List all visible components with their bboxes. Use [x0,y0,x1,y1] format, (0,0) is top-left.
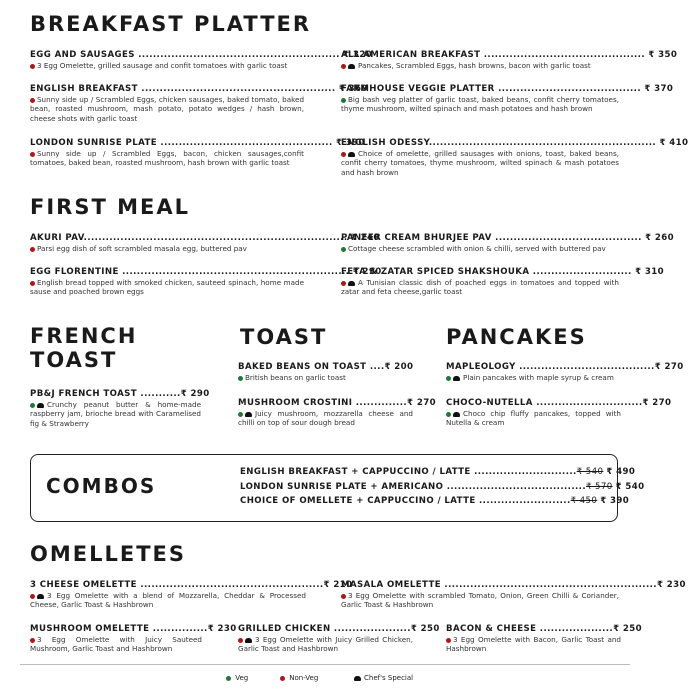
combo-price: ₹ 540 [615,482,645,492]
section-title-pancakes: PANCAKES [446,325,587,349]
menu-item [30,580,353,610]
veg-icon [341,98,346,103]
nonveg-icon [30,594,35,599]
item-name-price: EGG FLORENTINE .............................................................. ₹ 290 [30,267,382,277]
item-name-price: MUSHROOM OMELETTE ...............₹ 230 [30,624,237,634]
menu-item [446,398,672,428]
item-name-price: GRILLED CHICKEN .....................₹ 250 [238,624,440,634]
nonveg-icon [280,676,285,681]
chef-special-icon [453,376,460,381]
item-desc: Sunny side up / Scrambled Eggs, bacon, chicken sausages,confit tomatoes, baked bean, roasted mushroom, hash brown with garlic toast [30,149,304,168]
nonveg-icon [341,152,346,157]
menu-item [30,50,373,70]
combo-line [240,496,629,506]
section-title-first-meal: FIRST MEAL [30,195,190,219]
item-desc: 3 Egg Omelette, grilled sausage and confit tomatoes with garlic toast [37,61,288,70]
veg-icon [30,403,35,408]
item-name-price: FARMHOUSE VEGGIE PLATTER ....................................... ₹ 370 [341,84,674,94]
section-title-breakfast: BREAKFAST PLATTER [30,12,312,36]
item-desc: Choco chip fluffy pancakes, topped with Nutella & cream [446,409,621,428]
section-title-line: TOAST [30,348,118,372]
item-desc: Parsi egg dish of soft scrambled masala egg, buttered pav [37,244,247,253]
veg-icon [238,412,243,417]
legend-veg [226,674,248,682]
legend-label: Non-Veg [289,674,319,682]
item-name-price: EGG AND SAUSAGES ....................................................... ₹ 320 [30,50,373,60]
item-desc: Sunny side up / Scrambled Eggs, chicken sausages, baked tomato, baked bean, roasted mushroom, mash potato, potato wedges / hash brown, cheese shots with garlic toast [30,95,304,123]
item-desc: Juicy mushroom, mozzarella cheese and chilli on top of sour dough bread [238,409,413,428]
item-name-price: BAKED BEANS ON TOAST ....₹ 200 [238,362,414,372]
chef-special-icon [348,152,355,157]
combo-price: ₹ 490 [606,467,636,477]
menu-item [341,580,686,610]
item-desc: 3 Egg Omelette with a blend of Mozzarella, Cheddar & Processed Cheese, Garlic Toast & Hashbrown [30,591,306,610]
combo-old-price: ₹ 450 [570,496,598,506]
item-name-price: ENGLISH BREAKFAST ..................................................... ₹ 360 [30,84,368,94]
item-name-price: BACON & CHEESE ....................₹ 250 [446,624,642,634]
item-name-price: 3 CHEESE OMELETTE ..................................................₹ 210 [30,580,353,590]
menu-item [446,362,684,382]
legend-label: Chef's Special [364,674,414,682]
item-name-price: MUSHROOM CROSTINI ..............₹ 270 [238,398,436,408]
divider [20,664,630,665]
combo-old-price: ₹ 540 [576,467,604,477]
section-title-combos: COMBOS [46,474,157,498]
chef-special-icon [348,64,355,69]
veg-icon [341,247,346,252]
item-desc: Plain pancakes with maple syrup & cream [463,373,614,382]
item-name-price: AKURI PAV........................................................................ ₹ 240 [30,233,380,243]
combo-old-price: ₹ 570 [585,482,613,492]
menu-item [30,138,365,168]
item-name-price: LONDON SUNRISE PLATE ............................................... ₹ 390 [30,138,365,148]
section-title-french-toast [30,324,137,372]
chef-special-icon [354,676,361,681]
item-desc: Choice of omelette, grilled sausages with onions, toast, baked beans, confit cherry tomatoes, thyme mushroom, wilted spinach & mash potatoes and hash brown [341,149,619,177]
item-name-price: PB&J FRENCH TOAST ...........₹ 290 [30,389,210,399]
item-name-price: FETA & ZATAR SPICED SHAKSHOUKA ........................... ₹ 310 [341,267,665,277]
combo-name: CHOICE OF OMELLETE + CAPPUCCINO / LATTE ......................... [240,496,571,506]
menu-item [30,267,382,297]
combo-name: LONDON SUNRISE PLATE + AMERICANO ...................................... [240,482,586,492]
menu-item [238,362,413,382]
nonveg-icon [30,247,35,252]
section-title-omelletes: OMELLETES [30,542,186,566]
legend-label: Veg [235,674,249,682]
chef-special-icon [245,412,252,417]
item-name-price: MAPLEOLOGY .....................................₹ 270 [446,362,684,372]
nonveg-icon [341,64,346,69]
item-name-price: ENGLISH ODESSY.............................................................. ₹ 410 [341,138,688,148]
item-name-price: ALL AMERICAN BREAKFAST ............................................ ₹ 350 [341,50,678,60]
nonveg-icon [341,594,346,599]
chef-special-icon [245,638,252,643]
nonveg-icon [446,638,451,643]
nonveg-icon [341,281,346,286]
legend-nonveg [280,674,318,682]
combo-price: ₹ 390 [600,496,630,506]
menu-item [446,624,642,654]
menu-item [238,398,436,428]
item-desc: 3 Egg Omelette with Bacon, Garlic Toast and Hashbrown [446,635,621,654]
menu-item [30,233,380,253]
item-name-price: MASALA OMELETTE ..........................................................₹ 230 [341,580,686,590]
nonveg-icon [30,64,35,69]
veg-icon [226,676,231,681]
menu-item [30,84,368,123]
item-desc: Pancakes, Scrambled Eggs, hash browns, bacon with garlic toast [358,61,591,70]
section-title-toast: TOAST [240,325,328,349]
combo-line [240,482,645,492]
item-desc: British beans on garlic toast [245,373,346,382]
nonveg-icon [30,152,35,157]
item-desc: A Tunisian classic dish of poached eggs in tomatoes and topped with zatar and feta cheese,garlic toast [341,278,619,297]
combo-name: ENGLISH BREAKFAST + CAPPUCCINO / LATTE ............................ [240,467,577,477]
menu-item [30,624,237,654]
item-desc: Crunchy peanut butter & home-made raspberry jam, brioche bread with Caramelised fig & Strawberry [30,400,201,428]
veg-icon [238,376,243,381]
menu-item [341,84,674,114]
menu-item [341,138,688,177]
nonveg-icon [30,638,35,643]
legend-chef [354,674,413,682]
veg-icon [446,376,451,381]
menu-item [30,389,210,428]
item-desc: English bread topped with smoked chicken, sauteed spinach, home made sause and poached brown eggs [30,278,304,297]
section-title-line: FRENCH [30,324,138,348]
veg-icon [446,412,451,417]
item-desc: 3 Egg Omelette with Juicy Grilled Chicken, Garlic Toast and Hashbrown [238,635,413,654]
item-name-price: CHOCO-NUTELLA .............................₹ 270 [446,398,672,408]
nonveg-icon [238,638,243,643]
combo-line [240,467,635,477]
item-desc: Cottage cheese scrambled with onion & chilli, served with buttered pav [348,244,606,253]
nonveg-icon [30,281,35,286]
chef-special-icon [453,412,460,417]
chef-special-icon [37,594,44,599]
item-desc: Big bash veg platter of garlic toast, baked beans, confit cherry tomatoes, thyme mushroom, wilted spinach and mash potatoes and hash brown [341,95,619,114]
item-desc: 3 Egg Omelette with scrambled Tomato, Onion, Green Chilli & Coriander, Garlic Toast & Hashbrown [341,591,619,610]
item-name-price: PANEER CREAM BHURJEE PAV ........................................ ₹ 260 [341,233,675,243]
chef-special-icon [348,281,355,286]
menu-item [341,267,665,297]
item-desc: 3 Egg Omelette with Juicy Sauteed Mushroom, Garlic Toast and Hashbrown [30,635,202,654]
menu-item [341,233,675,253]
chef-special-icon [37,403,44,408]
nonveg-icon [30,98,35,103]
menu-item [341,50,678,70]
menu-item [238,624,440,654]
